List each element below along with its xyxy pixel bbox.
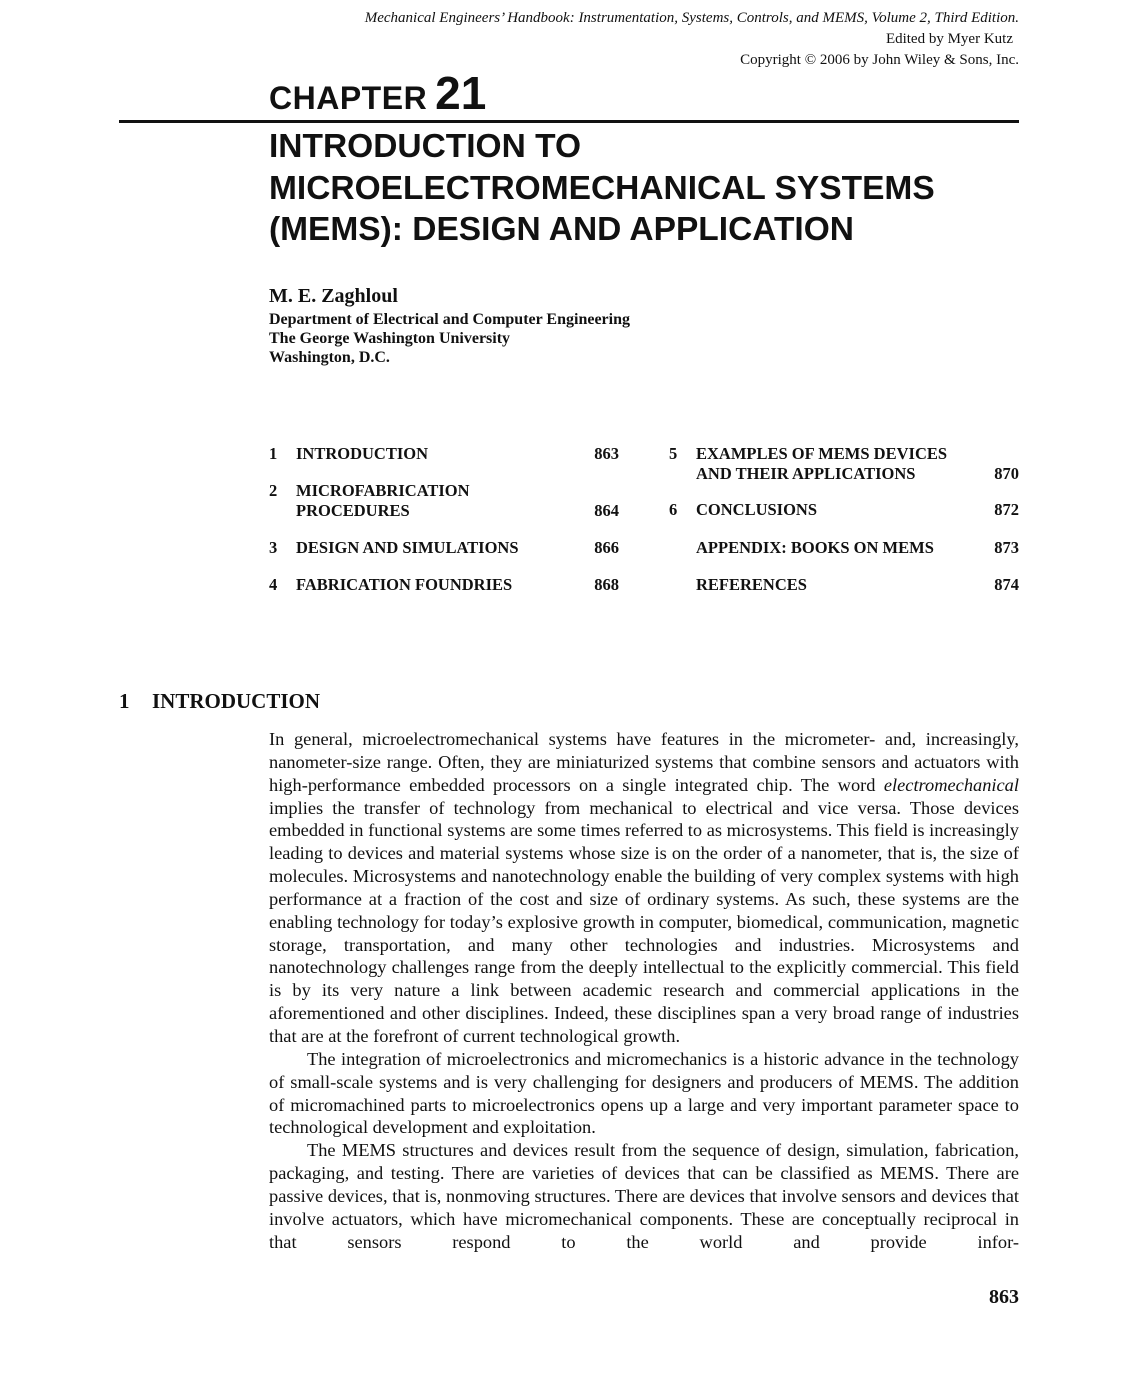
book-title-header: Mechanical Engineers’ Handbook: Instrumentation, Systems, Controls, and MEMS, Volume 2, Third Edition. [364, 10, 1019, 26]
editor-line: Edited by Myer Kutz [885, 31, 1013, 47]
toc-entry-label: DESIGN AND SIMULATIONS [296, 538, 519, 557]
author-location: Washington, D.C. [269, 349, 390, 366]
toc-entry-number: 4 [269, 575, 278, 594]
paragraph-text: In general, microelectromechanical systems have features in the micrometer- and, increasingly, nanometer-size range. Often, they are miniaturized systems that combine sensors and actuators with high-performance embedded processors on a single integrated chip. The word [269, 729, 1019, 795]
section-number: 1 [119, 689, 130, 713]
chapter-title-line: (MEMS): DESIGN AND APPLICATION [269, 211, 854, 248]
section-title: INTRODUCTION [152, 689, 321, 713]
toc-entry-label: FABRICATION FOUNDRIES [296, 575, 513, 594]
toc-entry-page: 863 [594, 444, 619, 463]
toc-entry-page: 872 [994, 500, 1019, 519]
author-name: M. E. Zaghloul [269, 285, 398, 307]
author-university: The George Washington University [269, 330, 511, 347]
chapter-label: CHAPTER [269, 80, 428, 116]
section-body [269, 728, 1019, 1253]
paragraph: The MEMS structures and devices result from the sequence of design, simulation, fabrication, packaging, and testing. There are varieties of devices that can be classified as MEMS. There are passive devices, that is, nonmoving structures. There are devices that involve sensors and devices that involve actuators, which have micromechanical components. These are conceptually reciprocal in that sensors respond to the world and provide infor- [269, 1140, 1019, 1252]
page-number: 863 [989, 1286, 1019, 1308]
chapter-title-line: MICROELECTROMECHANICAL SYSTEMS [269, 169, 935, 207]
toc-entry-page: 864 [594, 500, 619, 520]
toc-entry-number: 2 [269, 481, 278, 500]
toc-entry-number: 6 [669, 500, 678, 519]
toc-entry-page: 873 [994, 538, 1019, 557]
chapter-rule [119, 120, 1019, 123]
toc-entry-number: 5 [669, 444, 678, 463]
paragraph: The integration of microelectronics and micromechanics is a historic advance in the technology of small-scale systems and is very challenging for designers and producers of MEMS. The addition of micromachined parts to microelectronics opens up a large and very important parameter space to technological development and exploitation. [269, 1048, 1019, 1138]
chapter-number: 21 [435, 67, 487, 119]
copyright-line: Copyright © 2006 by John Wiley & Sons, Inc. [740, 52, 1019, 68]
emphasis-term: electromechanical [883, 774, 1019, 795]
toc-entry-label: REFERENCES [696, 575, 807, 594]
toc-entry-label: EXAMPLES OF MEMS DEVICES [696, 444, 948, 463]
author-department: Department of Electrical and Computer Engineering [269, 311, 630, 328]
paragraph-text: implies the transfer of technology from mechanical to electrical and vice versa. Those devices embedded in functional systems are some times referred to as microsystems. This field is increasingly leading to devices and material systems whose size is on the order of a nanometer, that is, the size of molecules. Microsystems and nanotechnology enable the building of very complex systems with high performance at a fraction of the cost and size of ordinary systems. As such, these systems are the enabling technology for today’s explosive growth in computer, biomedical, communication, magnetic storage, transportation, and many other technologies and industries. Microsystems and nanotechnology challenges range from the deeply intellectual to the explicitly commercial. This field is by its very nature a link between academic research and commercial applications in the aforementioned and other disciplines. Indeed, these disciplines span a very broad range of industries that are at the forefront of current technological growth. [269, 797, 1019, 1046]
toc-entry-number: 1 [269, 444, 278, 463]
toc-entry-label-cont: AND THEIR APPLICATIONS [696, 463, 916, 483]
toc-entry-label: MICROFABRICATION [296, 481, 470, 500]
toc-entry-number: 3 [269, 538, 278, 557]
chapter-title [269, 126, 935, 251]
toc-entry-page: 866 [594, 538, 619, 557]
toc-entry-page: 870 [994, 463, 1019, 483]
toc-entry-page: 874 [994, 575, 1019, 594]
toc-entry-label-cont: PROCEDURES [296, 500, 410, 520]
chapter-title-line: INTRODUCTION TO [269, 128, 582, 165]
author-block [269, 285, 630, 367]
toc-entry-page: 868 [594, 575, 619, 594]
toc-entry-label: APPENDIX: BOOKS ON MEMS [696, 538, 934, 557]
toc-entry-label: INTRODUCTION [296, 444, 429, 463]
toc-entry-label: CONCLUSIONS [696, 500, 818, 519]
paragraph [269, 728, 1019, 1048]
chapter-heading [269, 66, 486, 120]
